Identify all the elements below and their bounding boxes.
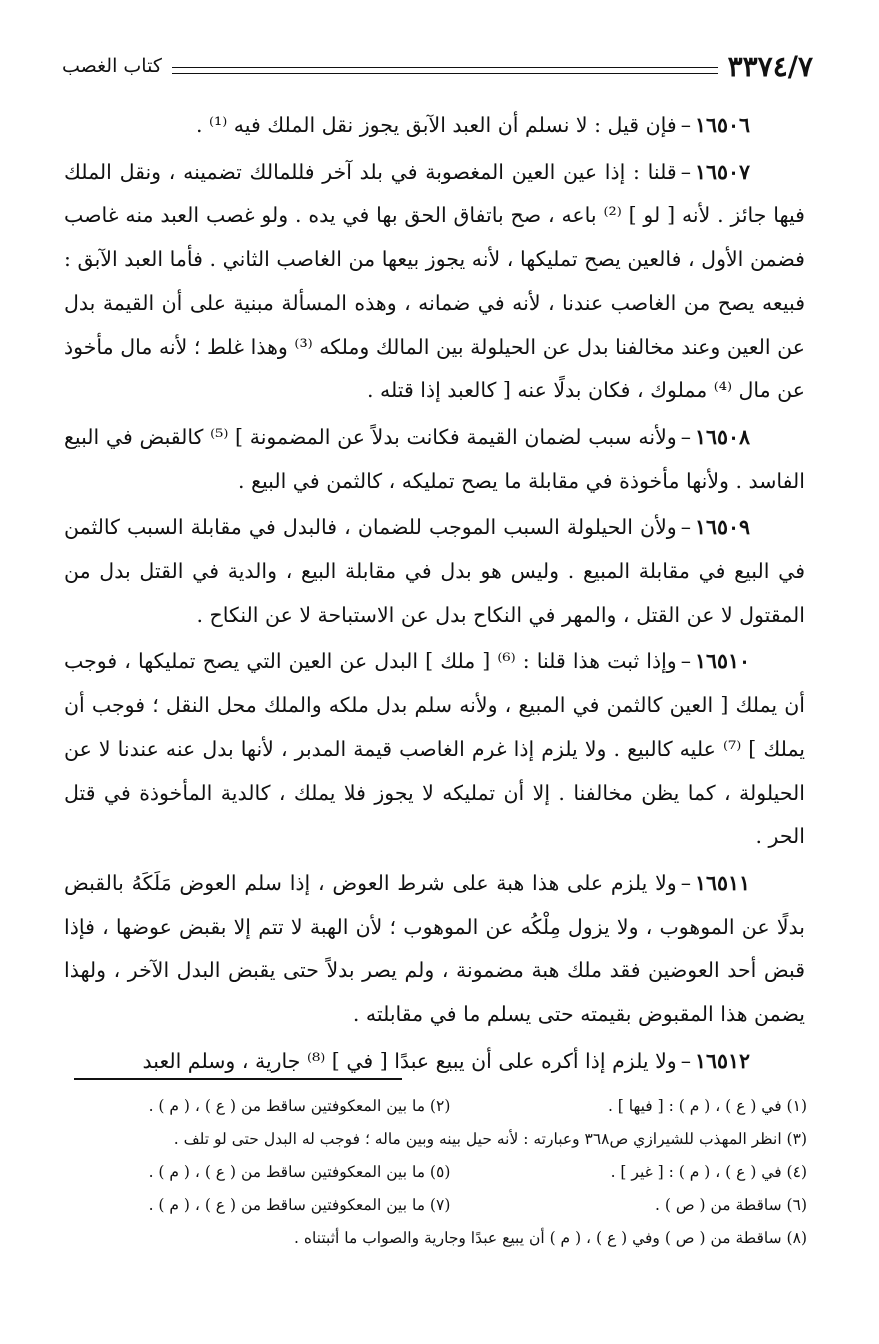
- book-title: كتاب الغصب: [62, 55, 162, 77]
- paragraph-dash: –: [680, 870, 691, 895]
- footnote-5: (٥) ما بين المعكوفتين ساقط من ( ع ) ، ( م ) .: [148, 1163, 451, 1181]
- footnote-6: (٦) ساقطة من ( ص ) .: [654, 1196, 807, 1214]
- paragraph-dash: –: [680, 159, 691, 184]
- footnote-row: [64, 1222, 807, 1255]
- paragraph-number: ١٦٥٠٧: [694, 159, 750, 184]
- paragraph-16512: [64, 1040, 805, 1084]
- footnote-7: (٧) ما بين المعكوفتين ساقط من ( ع ) ، ( م ) .: [148, 1196, 451, 1214]
- paragraph-dash: –: [680, 649, 691, 674]
- page-number: ٣٣٧٤/٧: [727, 49, 813, 83]
- paragraph-text: فإن قيل : لا نسلم أن العبد الآبق يجوز نقل الملك فيه ⁽¹⁾ .: [195, 113, 677, 137]
- footnote-row: [64, 1156, 807, 1189]
- paragraph-16511: [64, 862, 805, 1037]
- footnote-2: (٢) ما بين المعكوفتين ساقط من ( ع ) ، ( م ) .: [148, 1097, 451, 1115]
- paragraph-16509: [64, 506, 805, 637]
- paragraph-number: ١٦٥٠٦: [694, 113, 750, 137]
- paragraph-number: ١٦٥٠٩: [694, 515, 750, 540]
- paragraph-text: قلنا : إذا عين العين المغصوبة في بلد آخر فللمالك تضمينه ، ونقل الملك فيها جائز . لأنه [ لو ] ⁽²⁾ باعه ، صح باتفاق الحق بها في يده . ولو غصب العبد منه غاصب فضمن الأول ، فالعين يصح تمليكها ، لأنه يجوز بيعها من الغاصب الثاني . فأما العبد الآبق : فبيعه يصح من الغاصب عندنا ، لأنه في ضمانه ، وهذه المسألة مبنية على أن القيمة بدل عن العين وعند مخالفنا بدل عن الحيلولة بين المالك وملكه ⁽³⁾ وهذا غلط ؛ لأنه مال مأخوذ عن مال ⁽⁴⁾ مملوك ، فكان بدلًا عنه [ كالعبد إذا قتله .: [64, 159, 805, 403]
- paragraph-text: ولأن الحيلولة السبب الموجب للضمان ، فالبدل في مقابلة السبب كالثمن في البيع في مقابلة المبيع . وليس هو بدل في مقابلة البيع ، والدية في القتل بدل من المقتول لا عن القتل ، والمهر في النكاح بدل عن الاستباحة لا عن النكاح .: [64, 515, 805, 627]
- footnote-8: (٨) ساقطة من ( ص ) وفي ( ع ) ، ( م ) أن يبيع عبدًا وجارية والصواب ما أثبتناه .: [293, 1229, 807, 1247]
- paragraph-number: ١٦٥١١: [694, 870, 750, 895]
- footnote-row: [64, 1189, 807, 1222]
- header-double-rule: [172, 67, 718, 74]
- main-text: [64, 104, 805, 1083]
- paragraph-text: ولأنه سبب لضمان القيمة فكانت بدلاً عن المضمونة ] ⁽⁵⁾ كالقبض في البيع الفاسد . ولأنها مأخوذة في مقابلة ما يصح تمليكه ، كالثمن في البيع .: [64, 424, 805, 493]
- paragraph-text: وإذا ثبت هذا قلنا : ⁽⁶⁾ [ ملك ] البدل عن العين التي يصح تمليكها ، فوجب أن يملك [ العين كالثمن في المبيع ، ولأنه سلم بدل ملكه والملك محل النقل ؛ فوجب أن يملك ] ⁽⁷⁾ عليه كالبيع . ولا يلزم إذا غرم الغاصب قيمة المدبر ، لأنها بدل عنه عندنا لا عن الحيلولة ، كما يظن مخالفنا . إلا أن تمليكه لا يجوز فلا يملك ، كالدية المأخوذة في قتل الحر .: [64, 649, 805, 849]
- paragraph-text: ولا يلزم إذا أكره على أن يبيع عبدًا [ في ] ⁽⁸⁾ جارية ، وسلم العبد: [142, 1048, 677, 1073]
- footnote-1: (١) في ( ع ) ، ( م ) : [ فيها ] .: [607, 1097, 807, 1115]
- footnote-3: (٣) انظر المهذب للشيرازي ص٣٦٨ وعبارته : لأنه حيل بينه وبين ماله ؛ فوجب له البدل حتى لو تلف .: [173, 1130, 807, 1148]
- paragraph-16510: [64, 640, 805, 859]
- paragraph-number: ١٦٥٠٨: [694, 424, 750, 449]
- paragraph-number: ١٦٥١٢: [694, 1048, 750, 1073]
- paragraph-dash: –: [680, 113, 691, 137]
- footnote-4: (٤) في ( ع ) ، ( م ) : [ غير ] .: [610, 1163, 807, 1181]
- footnote-separator: [74, 1078, 402, 1080]
- paragraph-dash: –: [680, 515, 691, 540]
- paragraph-16508: [64, 416, 805, 503]
- footnotes: [64, 1090, 807, 1255]
- paragraph-dash: –: [680, 424, 691, 449]
- paragraph-16507: [64, 151, 805, 413]
- paragraph-text: ولا يلزم على هذا هبة على شرط العوض ، إذا سلم العوض مَلَكَهُ بالقبض بدلًا عن الموهوب ، ولا يزول مِلْكُه عن الموهوب ؛ لأن الهبة لا تتم إلا بقبض عوضها ، فإذا قبض أحد العوضين فقد ملك هبة مضمونة ، ولم يصر بدلاً حتى يقبض البدل الآخر ، ولهذا يضمن هذا المقبوض بقيمته حتى يسلم ما في مقابلته .: [64, 870, 805, 1027]
- page-header: [62, 46, 813, 86]
- paragraph-16506: [64, 104, 805, 148]
- paragraph-number: ١٦٥١٠: [694, 649, 750, 674]
- paragraph-dash: –: [680, 1048, 691, 1073]
- footnote-row: [64, 1123, 807, 1156]
- footnote-row: [64, 1090, 807, 1123]
